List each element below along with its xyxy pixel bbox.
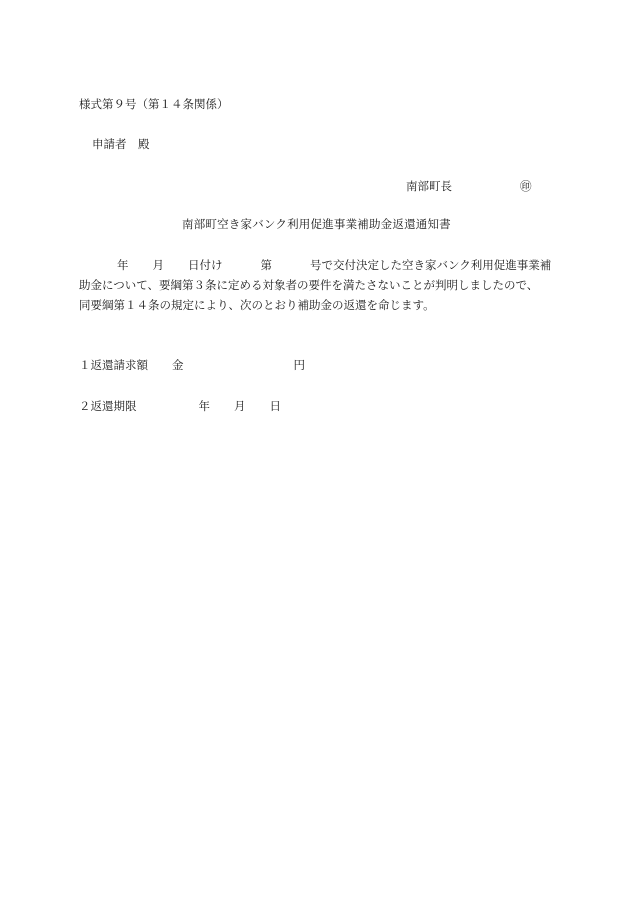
item-refund-deadline-day: 日 — [269, 399, 281, 413]
item-refund-amount-label: １返還請求額 — [79, 358, 148, 372]
form-number: 様式第９号（第１４条関係） — [79, 97, 229, 111]
body-year-label: 年 — [117, 258, 129, 272]
body-month-label: 月 — [152, 258, 164, 272]
body-day-label: 日付け — [188, 258, 223, 272]
issuer-name: 南部町長 — [406, 179, 452, 193]
item-refund-amount-suffix: 円 — [293, 358, 305, 372]
item-refund-deadline-year: 年 — [198, 399, 210, 413]
body-line-1 — [79, 257, 551, 273]
item-refund-deadline — [79, 398, 281, 414]
issuer — [406, 178, 532, 194]
item-refund-deadline-label: ２返還期限 — [79, 399, 137, 413]
seal-mark: ㊞ — [520, 179, 532, 193]
body-line-2: 助金について、要綱第３条に定める対象者の要件を満たさないことが判明しましたので、 — [79, 278, 539, 292]
document-title: 南部町空き家バンク利用促進事業補助金返還通知書 — [182, 217, 451, 231]
recipient: 申請者 殿 — [92, 137, 150, 151]
item-refund-amount-prefix: 金 — [172, 358, 184, 372]
body-number-prefix: 第 — [260, 258, 272, 272]
item-refund-amount — [79, 357, 305, 373]
body-line-3: 同要綱第１４条の規定により、次のとおり補助金の返還を命じます。 — [79, 298, 435, 312]
body-line1-rest: 号で交付決定した空き家バンク利用促進事業補 — [310, 258, 552, 272]
item-refund-deadline-month: 月 — [234, 399, 246, 413]
